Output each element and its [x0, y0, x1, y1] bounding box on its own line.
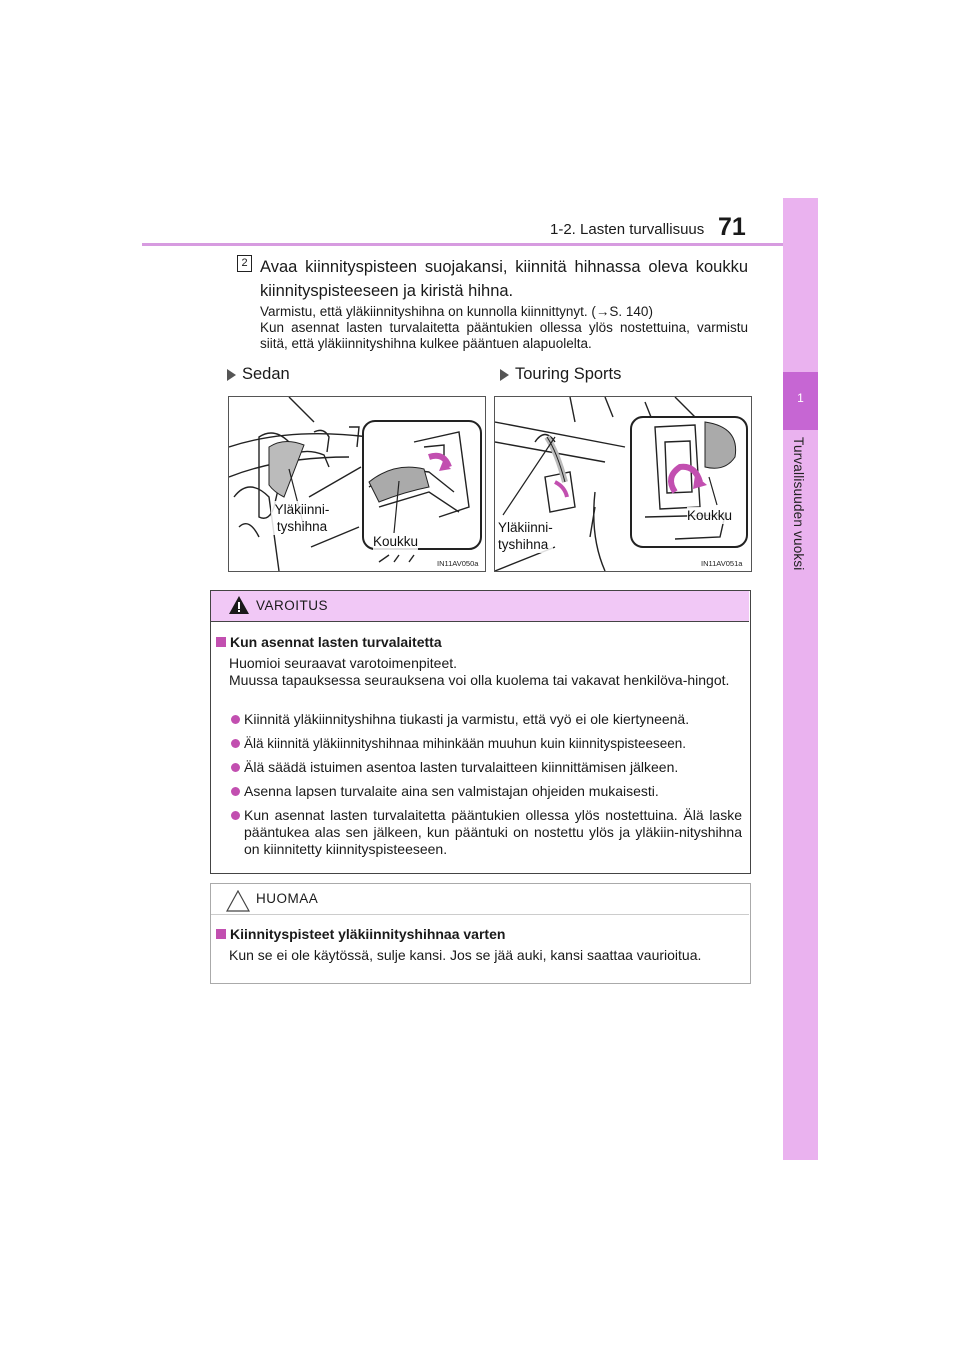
illustration-sedan — [228, 396, 486, 572]
step-note — [260, 304, 748, 352]
notice-heading: Kiinnityspisteet yläkiinnityshihnaa varten — [216, 926, 505, 942]
sedan-drawing — [229, 397, 485, 571]
notice-title: HUOMAA — [256, 891, 319, 906]
warning-title: VAROITUS — [256, 598, 329, 613]
bullet-icon — [231, 739, 240, 748]
illustration-touring-sports — [494, 396, 752, 572]
bullet-icon — [231, 787, 240, 796]
step-number: 2 — [237, 255, 252, 272]
warning-bullet: Älä kiinnitä yläkiinnityshihnaa mihinkään muuhun kuin kiinnityspisteeseen. — [244, 736, 686, 751]
bullet-icon — [231, 763, 240, 772]
chapter-label: Turvallisuuden vuoksi — [791, 437, 806, 571]
bullet-icon — [231, 715, 240, 724]
notice-text: Kun se ei ole käytössä, sulje kansi. Jos se jää auki, kansi saattaa vaurioitua. — [229, 947, 702, 963]
figure-code: IN11AV051a — [701, 559, 743, 568]
chapter-number: 1 — [797, 391, 804, 405]
warning-bullet: Kun asennat lasten turvalaitetta pääntukien ollessa ylös nostettuina. Älä laske pääntukea alas sen jälkeen, kun pääntuki on nostettu ylös ja yläkiin-nityshihna on kiinnitetty kiinnityspisteeseen. — [244, 807, 742, 857]
square-bullet-icon — [216, 929, 226, 939]
square-bullet-icon — [216, 637, 226, 647]
hook-label: Koukku — [373, 534, 419, 549]
section-title: 1-2. Lasten turvallisuus — [550, 221, 705, 238]
variant-label-touring: Touring Sports — [500, 365, 621, 384]
caution-icon — [226, 890, 250, 912]
header-divider — [142, 243, 818, 246]
warning-bullet: Asenna lapsen turvalaite aina sen valmistajan ohjeiden mukaisesti. — [244, 783, 659, 799]
strap-label: Yläkiinni- tyshihna — [271, 501, 333, 535]
page-number: 71 — [718, 213, 746, 241]
warning-bullet: Kiinnitä yläkiinnityshihna tiukasti ja varmistu, että vyö ei ole kiertyneenä. — [244, 711, 690, 727]
arrow-right-icon — [500, 369, 509, 381]
chapter-side-tab[interactable] — [783, 198, 818, 1160]
step-instruction: Avaa kiinnityspisteen suojakansi, kiinnitä hihnassa oleva koukku kiinnityspisteeseen ja kiristä hihna. — [260, 258, 748, 300]
variant-label-sedan: Sedan — [227, 365, 290, 384]
step-note-line-1: Varmistu, että yläkiinnityshihna on kunnolla kiinnittynyt. (→S. 140) — [260, 304, 653, 319]
step-note-line-2: Kun asennat lasten turvalaitetta pääntukien ollessa ylös nostettuina, varmistu siitä, että yläkiinnityshihna kulkee pääntuen alapuolelta. — [260, 320, 748, 351]
warning-heading: Kun asennat lasten turvalaitetta — [216, 634, 442, 650]
warning-icon — [228, 595, 250, 615]
warning-bullet: Älä säädä istuimen asentoa lasten turvalaitteen kiinnittämisen jälkeen. — [244, 759, 679, 775]
hook-label: Koukku — [687, 508, 733, 523]
strap-label: Yläkiinni- tyshihna — [498, 520, 553, 552]
warning-intro: Huomioi seuraavat varotoimenpiteet. Muussa tapauksessa seurauksena voi olla kuolema tai vakavat henkilöva-hingot. — [229, 655, 730, 688]
bullet-icon — [231, 811, 240, 820]
figure-code: IN11AV050a — [437, 559, 479, 568]
arrow-right-icon — [227, 369, 236, 381]
